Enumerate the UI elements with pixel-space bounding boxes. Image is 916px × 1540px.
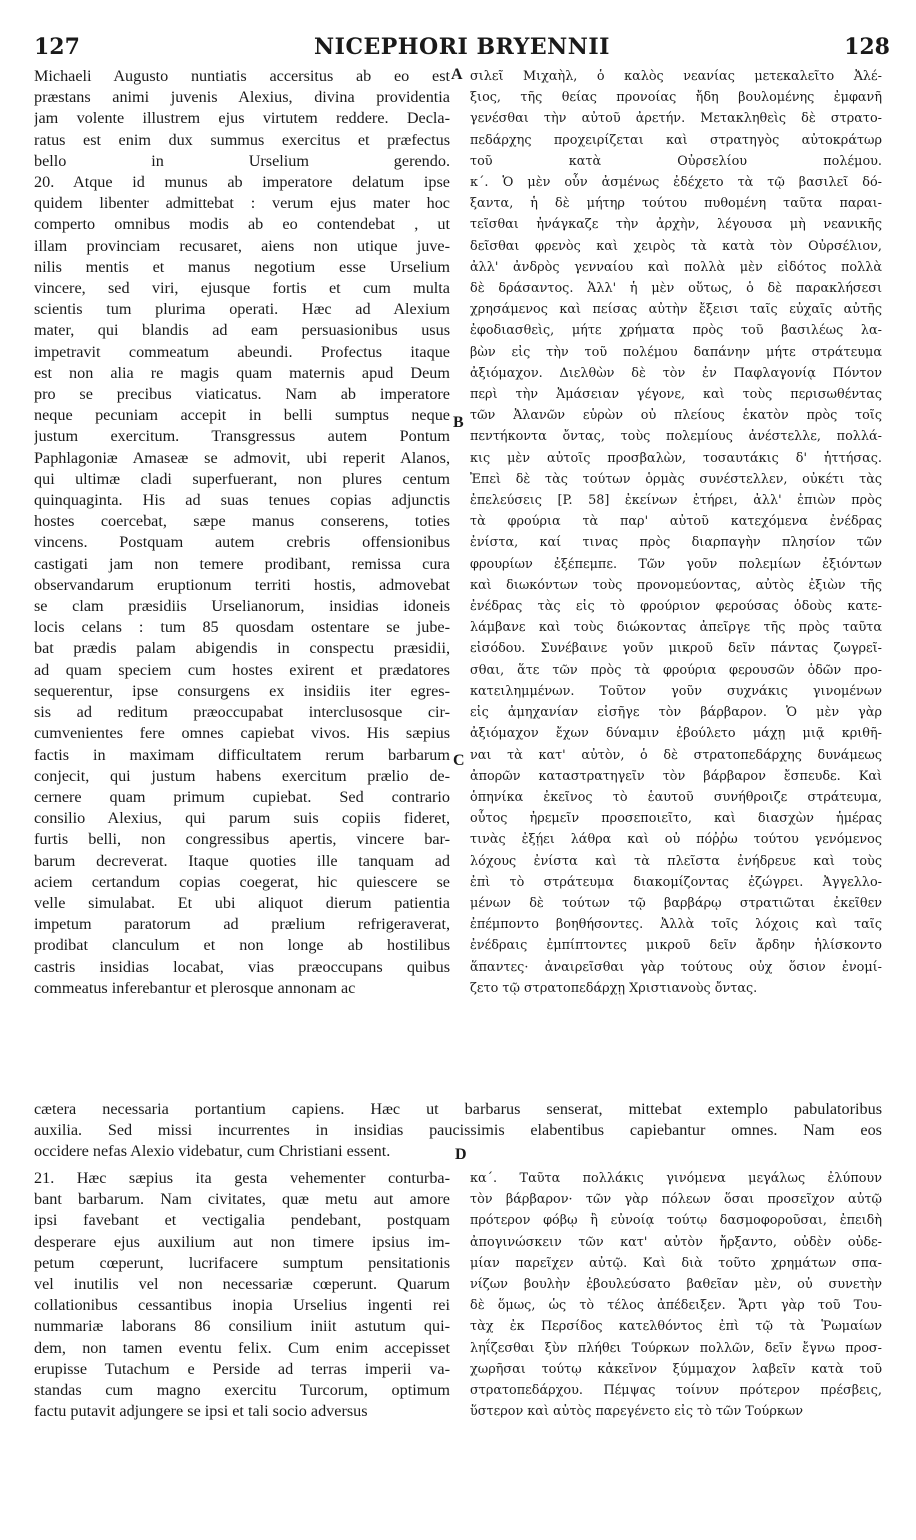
latin-text-line: bello in Urselium gerendo. [34,151,450,170]
greek-text-line: κατειλημμένων. Τοῦτον γοῦν συχνάκις γινομένων [470,683,882,699]
latin-text-line: auxilia. Sed missi incurrentes in insidias paucissimis elabentibus capiebantur omnes. Nam eos [34,1121,882,1140]
latin-text-line: factu putavit adjungere se ipsi et tali socio adversus [34,1402,368,1421]
latin-text-line: castris insidias locabat, vias præoccupans quibus [34,957,450,976]
latin-text-line: castigati jam non temere prodibant, remissa cura [34,554,450,573]
greek-text-line: ἀλλ' ἀνδρὸς γενναίου καὶ πολλὰ μὲν εἰδότος πολλὰ [470,259,882,275]
greek-text-line: σιλεῖ Μιχαὴλ, ὁ καλὸς νεανίας μετεκαλεῖτο Ἀλέ- [470,69,882,84]
latin-text-line: nummariæ laborans 86 consilium iniit astutum qui- [34,1317,450,1336]
latin-text-line: cernere quam primum cupiebat. Sed contrario [34,787,450,806]
greek-text-line: δεῖσθαι φρενὸς καὶ χειρὸς τὰ κατὰ τὸν Οὐρσέλιον, [470,238,882,254]
latin-text-line: ratus est enim dux summus exercitus et præfectus [34,130,450,149]
latin-text-line: nilis mentis et manus negotium esse Urselium [34,257,450,276]
greek-text-line: εἰς ἀμηχανίαν εἰσῆγε τὸν βάρβαρον. Ὁ μὲν γὰρ [470,705,882,721]
latin-text-line: illam provinciam recusaret, aiens non utique juve- [34,236,450,255]
latin-text-line: furtis belli, non congressibus apertis, vincere bar- [34,830,450,849]
greek-text-line: ἐνίστα, καί τινας πρὸς διαρπαγὴν πλησίον τῶν [470,535,882,551]
greek-text-line: δὲ δράσαντος. Ἀλλ' ἡ μὲν οὕτως, ὁ δὲ παρακλήσεσι [470,281,882,297]
latin-text-line: Paphlagoniæ Amaseæ se admovit, ubi reperit Alanos, [34,448,450,467]
latin-text-line: collationibus cessantibus inopia Urselius ingenti rei [34,1296,450,1315]
greek-text-line: τοῦ κατὰ Οὐρσελίου πολέμου. [470,153,882,169]
greek-text-line: Ἐπεὶ δὲ τὰς τούτων ὁρμὰς συνέστελλεν, οὐκέτι τὰς [470,471,882,487]
greek-text-line: ἐνέδραις ἐμπίπτοντες μικροῦ δεῖν ἄρδην ἡλίσκοντο [470,938,882,954]
latin-text-line: mater, qui blandis ad eam persuasionibus usus [34,321,450,340]
latin-text-line: quinquaginta. His ad suas tenues copias adjunctis [34,491,450,510]
latin-text-line: cætera necessaria portantium capiens. Hæc ut barbarus senserat, mittebat extemplo pabulatoribus [34,1100,882,1118]
greek-text-line: ἐνέδρας τὰς εἰς τὸ φρούριον φερούσας ὁδοὺς κατε- [470,599,882,615]
greek-text-line: ξαντα, ἡ δὲ μήτηρ τούτου πυθομένη ταῦτα παραι- [470,196,882,212]
greek-text-line: τὰ φρούρια τὰ παρ' αὐτοῦ κατεχόμενα ἐνέδρας [470,514,882,530]
greek-text-line: ἐπελεύσεις [P. 58] ἐκείνων ἐτήρει, ἀλλ' ἐπιὼν πρὸς [470,493,882,509]
latin-text-line: barum decreverat. Itaque quoties ille tanquam ad [34,851,450,870]
greek-text-line: λόχους ἐνίστα καὶ τὰ πλεῖστα ἐνήδρευε καὶ τοὺς [470,853,882,869]
latin-text-line: præstans animi juvenis Alexius, divina providentia [34,88,450,107]
greek-text-line: ζετο τῷ στρατοπεδάρχῃ Χριστιανοὺς ὄντας. [470,980,758,996]
latin-text-line: consilio Alexius, qui parum suis copiis fideret, [34,809,450,828]
greek-text-line: ξιος, τῆς θείας προνοίας ἤδη βουλομένης ἐμφανῆ [470,90,882,106]
margin-marker-b: B [453,414,464,431]
greek-text-line: χωρῆσαι τούτῳ κἀκεῖνον ξύμμαχον λαβεῖν κατὰ τοῦ [470,1361,882,1377]
latin-text-line: hostes coercebat, sæpe manus conserens, toties [34,512,450,531]
latin-text-line: 21. Hæc sæpius ita gesta vehementer conturba- [34,1169,450,1187]
latin-text-line: se clam præsidiis Urselianorum, insidias idoneis [34,597,450,616]
page-header [34,34,890,62]
latin-text-line: vel inutilis vel non necessariæ cœperunt. Quarum [34,1275,450,1294]
page-number-right: 128 [844,34,890,60]
greek-text-line: ἀπογινώσκειν τῶν κατ' αὐτὸν ἤρξαντο, οὐδὲν οὐδε- [470,1234,882,1250]
greek-text-line: τῶν Ἀλανῶν εὑρὼν οὐ πλείους ἑκατὸν πρὸς τοῖς [470,408,882,424]
greek-text-line: εἰσόδου. Συνέβαινε γοῦν μικροῦ δεῖν πάντας ζωγρεῖ- [470,641,882,657]
latin-text-line: vincens. Postquam autem crebris offensionibus [34,533,450,552]
latin-text-line: ad quam speciem cum hostes exirent et prædatores [34,660,450,679]
greek-column-2 [470,1168,882,1422]
margin-marker-a: A [451,66,463,83]
latin-text-line: observandarum eruptionum territi hostis, admovebat [34,575,450,594]
greek-text-line: ὕστερον καὶ αὐτὸς παρεγένετο εἰς τὸ τῶν Τούρκων [470,1404,804,1420]
latin-text-line: locis celans : tum 85 quosdam ostentare se jube- [34,618,450,637]
latin-text-line: impetum paratorum ad prælium refrigeraverat, [34,915,450,934]
greek-text-line: βὼν εἰς τὴν τοῦ πολέμου δαπάνην μήτε στράτευμα [470,344,882,360]
greek-text-line: ἐπέμποντο βοηθήσοντες. Ἀλλὰ τοῖς λόχοις καὶ ταῖς [470,917,882,933]
greek-column-1 [470,66,882,999]
greek-text-line: γενέσθαι τὴν αὐτοῦ ἀρετήν. Μετακληθεὶς δὲ στρατο- [470,111,882,127]
latin-text-line: sis ad reditum præoccupabat interclusosque cir- [34,703,450,722]
latin-text-line: ipsi favebant et vectigalia pendebant, postquam [34,1211,450,1230]
margin-marker-c: C [453,752,465,769]
latin-text-line: bant barbarum. Nam civitates, quæ metu aut amore [34,1190,450,1209]
greek-text-line: τὸν βάρβαρον· τῶν γὰρ πόλεων ὅσαι προσεῖχον αὐτῷ [470,1192,882,1208]
latin-text-line: comperto omnibus modis ab eo contendebat , ut [34,215,450,234]
greek-text-line: ἀπορῶν καταστρατηγεῖν τὸν βάρβαρον ἔσπευδε. Καὶ [470,768,882,784]
latin-text-line: bat prædis palam abigendis in conspectu præsidii, [34,639,450,658]
page-number-left: 127 [34,34,80,60]
latin-text-line: est non alia re magis quam maternis apud Deum [34,363,450,382]
latin-text-line: erupisse Tutachum e Perside ad terras imperii va- [34,1359,450,1378]
greek-text-line: κ΄. Ὁ μὲν οὖν ἀσμένως ἐδέχετο τὰ τῷ βασιλεῖ δό- [470,175,882,191]
greek-text-line: σθαι, ἅτε τῶν πρὸς τὰ φρούρια φερουσῶν ὁδῶν προ- [470,662,882,678]
latin-text-line: conjecit, qui justum habens exercitum prælio de- [34,766,450,785]
greek-text-line: ναι τὰ κατ' αὐτὸν, ὁ δὲ στρατοπεδάρχης δυνάμεως [470,747,882,763]
latin-text-line: pro se precibus viaticatus. Nam ab imperatore [34,385,450,404]
greek-text-line: κις μὲν αὐτοῖς προσβαλὼν, τοσαυτάκις δ' ἡττήσας. [470,450,882,466]
greek-text-line: οὗτος ἠρεμεῖν προσεποιεῖτο, καὶ διασχὼν ἡμέρας [470,811,882,827]
latin-text-line: aciem certandum copias coegerat, hic quiescere se [34,872,450,891]
greek-text-line: νίζων βουλὴν ἐβουλεύσατο βαθεῖαν μὲν, οὐ συνετὴν [470,1277,882,1293]
latin-text-line: qui ultimæ cladi superfuerant, non plures centum [34,469,450,488]
latin-text-line: petum cœperunt, lucrifacere sumptum pensitationis [34,1253,450,1272]
greek-text-line: ὁπηνίκα ἐκεῖνος τὸ ἑαυτοῦ συνήθροιζε στράτευμα, [470,789,882,805]
greek-text-line: ἐπὶ τὸ στράτευμα διακομίζοντας ἐζώγρει. Ἀγγελλο- [470,874,882,890]
latin-text-line: scientis tum plurima operati. Hæc ad Alexium [34,300,450,319]
greek-text-line: πεντήκοντα ὄντας, τοὺς πολεμίους ἀνέστελλε, πολλά- [470,429,882,445]
greek-text-line: κα΄. Ταῦτα πολλάκις γινόμενα μεγάλως ἐλύπουν [470,1171,882,1186]
latin-text-line: neque pecuniam accepit in belli sumptus neque [34,406,450,425]
latin-text-line: occidere nefas Alexio videbatur, cum Christiani essent. [34,1142,391,1161]
greek-text-line: χρησάμενος καὶ πείσας αὐτὴν ἔξεισι ταῖς εὐχαῖς αὐτῆς [470,302,882,318]
greek-text-line: ληΐζεσθαι ξὺν πλήθει Τούρκων πολλῶν, δεῖν ἔγνω προσ- [470,1340,882,1356]
latin-text-line: jam volente illustrem ejus virtutem reddere. Decla- [34,109,450,128]
latin-text-line: quidem libenter admittebat : verum ejus mater hoc [34,194,450,213]
greek-text-line: ἅπαντες· ἀναιρεῖσθαι γὰρ τούτους οὐχ ὅσιον ἐνομί- [470,959,882,975]
greek-text-line: πρότερον φόβῳ ἢ εὐνοίᾳ τούτῳ δασμοφοροῦσαι, ἐπειδὴ [470,1213,882,1229]
greek-text-line: φρουρίων ἐξέπεμπε. Τῶν γοῦν πολεμίων ἐξιόντων [470,556,882,572]
greek-text-line: τινὰς ἐξῄει λάθρα καὶ οὐ πόῤῥω τούτου γενόμενος [470,832,882,848]
latin-text-line: sequerentur, ipse consurgens ex insidiis iter egres- [34,681,450,700]
greek-text-line: λάμβανε καὶ τοὺς διώκοντας ἀπεῖργε τῆς πρὸς ταῦτα [470,620,882,636]
greek-text-line: πεδάρχης προχειρίζεται καὶ στρατηγὸς αὐτοκράτωρ [470,132,882,148]
greek-text-line: τὰχ ἐκ Περσίδος κατελθόντος ἐπὶ τῷ τὰ Ῥωμαίων [470,1319,882,1335]
greek-text-line: ἀξιόμαχον ἔχων δύναμιν ἐβούλετο μάχῃ μιᾷ κριθῆ- [470,726,882,742]
latin-column-1 [34,66,450,999]
greek-text-line: στρατοπεδάρχου. Πέμψας τοίνυν πρότερον πρέσβεις, [470,1383,882,1399]
latin-text-line: standas cum magno exercitu Turcorum, optimum [34,1381,450,1400]
running-title: NICEPHORI BRYENNII [314,34,610,60]
greek-text-line: δὲ ὅμως, ὡς τὸ τέλος ἀπέδειξεν. Ἄρτι γὰρ τοῦ Του- [470,1298,882,1314]
margin-marker-d: D [455,1146,467,1163]
latin-text-line: velle simulabat. Et ubi aliquot dierum patientia [34,893,450,912]
greek-text-line: μένων δὲ τούτων τῷ βαρβάρῳ στρατιῶται ἐκεῖθεν [470,895,882,911]
latin-text-line: commeatus inferebantur et plerosque annonam ac [34,978,356,997]
greek-text-line: ἀξιόμαχον. Διελθὼν δὲ τὸν ἐν Παφλαγονίᾳ Πόντον [470,365,882,381]
latin-column-2 [34,1168,450,1422]
latin-text-line: cumvenientes fere omnes capiebat vivos. His sæpius [34,724,450,743]
latin-text-line: factis in maximam difficultatem rerum barbarum [34,745,450,764]
latin-text-line: justum exercitum. Transgressus autem Pontum [34,427,450,446]
greek-text-line: ἐφοδιασθεὶς, μήτε χρήματα πρὸς τοῦ βασιλέως λα- [470,323,882,339]
greek-text-line: καὶ διωκόντων τοὺς προνομεύοντας, αὐτὸς ἐξιὼν τῆς [470,577,882,593]
latin-text-line: Michaeli Augusto nuntiatis accersitus ab eo est [34,67,450,85]
latin-text-line: dem, non tamen eventu felix. Cum enim accepisset [34,1338,450,1357]
greek-text-line: περὶ τὴν Ἀμάσειαν γέγονε, καὶ τοὺς περισωθέντας [470,387,882,403]
latin-text-line: desperare ejus auxilium aut non timere ipsius im- [34,1232,450,1251]
latin-text-line: vincere, sed viri, ejusque fortis et cum multa [34,279,450,298]
greek-text-line: μίαν παρεῖχεν αὐτῷ. Καὶ διὰ τοῦτο χρημάτων σπα- [470,1255,882,1271]
latin-text-line: impetravit commeatum abeundi. Profectus itaque [34,342,450,361]
latin-text-line: prodibat clanculum et non longe ab hostilibus [34,936,450,955]
latin-text-line: 20. Atque id munus ab imperatore delatum ipse [34,173,450,192]
greek-text-line: τεῖσθαι ἠνάγκαζε τὴν ἀρχὴν, λέγουσα μὴ νεανικῆς [470,217,882,233]
